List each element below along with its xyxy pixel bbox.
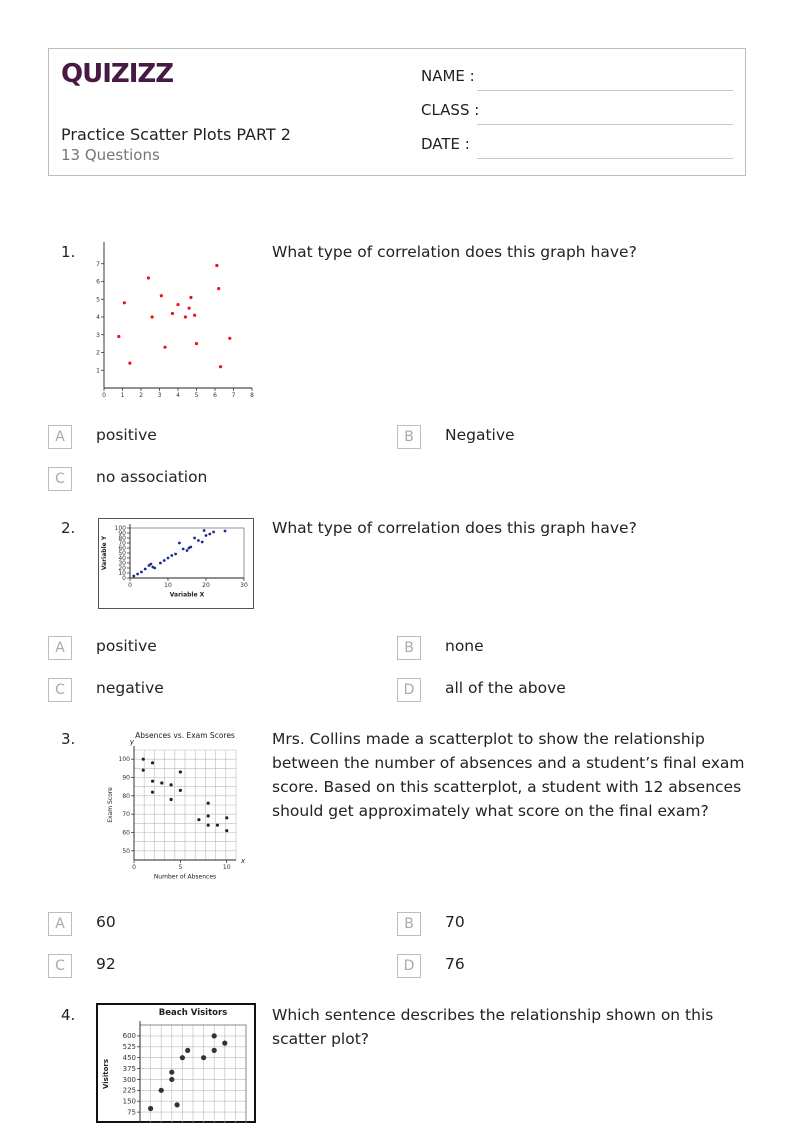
y-tick-label: 60 [122, 829, 130, 837]
option-text: 92 [96, 955, 116, 973]
data-point [182, 548, 185, 551]
y-tick-label: 150 [122, 1097, 136, 1106]
x-axis-name: x [241, 857, 246, 865]
x-tick-label: 1 [120, 392, 125, 399]
data-point [169, 1077, 174, 1082]
option-text: negative [96, 679, 164, 697]
data-point [151, 315, 154, 318]
data-point [212, 531, 215, 534]
y-tick-label: 3 [96, 331, 100, 339]
data-point [167, 557, 170, 560]
option-text: 60 [96, 913, 116, 931]
data-point [217, 287, 220, 290]
x-tick-label: 10 [222, 864, 231, 871]
option-text: positive [96, 637, 157, 655]
question-3-graph [104, 730, 254, 888]
y-tick-label: 50 [118, 550, 126, 557]
class-line[interactable] [477, 124, 733, 125]
data-point [128, 362, 131, 365]
question-text: Mrs. Collins made a scatterplot to show the relationship between the number of absences and a student’s final exam score. Based on this scatterplot, a student with 12 absences should get approximately what score on the final exam? [272, 730, 745, 820]
data-point [175, 1102, 180, 1107]
y-tick-label: 450 [122, 1054, 136, 1062]
data-point [193, 537, 196, 540]
question-2-graph [98, 518, 254, 613]
x-tick-label: 5 [194, 392, 199, 399]
data-point [212, 1048, 217, 1053]
y-tick-label: 60 [118, 545, 126, 552]
data-point [144, 568, 147, 571]
date-line[interactable] [477, 158, 733, 159]
data-point [201, 1055, 206, 1060]
data-point [117, 335, 120, 338]
option-letter: D [397, 678, 421, 702]
y-tick-label: 375 [122, 1064, 136, 1073]
x-tick-label: 4 [176, 392, 180, 399]
data-point [136, 573, 139, 576]
data-point [170, 554, 173, 557]
question-number: 3. [61, 730, 76, 748]
scatter-chart-1 [94, 238, 260, 402]
y-tick-label: 90 [118, 530, 126, 537]
data-point [151, 780, 154, 783]
data-point [197, 539, 200, 542]
question-number: 4. [61, 1006, 76, 1024]
x-tick-label: 3 [157, 392, 162, 399]
x-tick-label: 0 [128, 582, 132, 589]
data-point [151, 761, 154, 764]
data-point [203, 529, 206, 532]
data-point [148, 1106, 153, 1111]
data-point [151, 791, 154, 794]
data-point [160, 294, 163, 297]
y-axis-label: Variable Y [101, 535, 108, 571]
x-tick-label: 30 [240, 582, 248, 589]
data-point [189, 546, 192, 549]
data-point [215, 264, 218, 267]
x-tick-label: 10 [164, 582, 172, 589]
question-text: Which sentence describes the relationship shown on this scatter plot? [272, 1006, 714, 1048]
data-point [185, 1048, 190, 1053]
data-point [207, 814, 210, 817]
x-tick-label: 6 [213, 392, 217, 399]
data-point [179, 770, 182, 773]
y-tick-label: 30 [118, 560, 126, 567]
y-tick-label: 5 [96, 296, 100, 304]
question-4-graph [96, 1003, 256, 1123]
data-point [208, 533, 211, 536]
option-text: Negative [445, 426, 515, 444]
data-point [163, 346, 166, 349]
option-letter: A [48, 425, 72, 449]
data-point [193, 314, 196, 317]
data-point [205, 534, 208, 537]
data-point [142, 758, 145, 761]
y-axis-label: Visitors [102, 1058, 110, 1090]
data-point [169, 1070, 174, 1075]
data-point [180, 1055, 185, 1060]
data-point [140, 571, 143, 574]
option-letter: A [48, 912, 72, 936]
chart-title: Beach Visitors [158, 1008, 228, 1018]
y-tick-label: 100 [118, 756, 130, 764]
data-point [207, 802, 210, 805]
y-tick-label: 525 [122, 1043, 136, 1052]
data-point [225, 829, 228, 832]
data-point [228, 337, 231, 340]
data-point [216, 824, 219, 827]
data-point [163, 559, 166, 562]
option-text: none [445, 637, 484, 655]
data-point [171, 312, 174, 315]
option-text: positive [96, 426, 157, 444]
data-point [184, 315, 187, 318]
y-tick-label: 70 [122, 811, 130, 819]
data-point [150, 563, 153, 566]
data-point [169, 783, 172, 786]
y-tick-label: 0 [122, 575, 126, 582]
y-tick-label: 1 [96, 367, 100, 375]
data-point [123, 301, 126, 304]
y-tick-label: 90 [122, 774, 130, 782]
data-point [197, 818, 200, 821]
data-point [225, 816, 228, 819]
data-point [219, 365, 222, 368]
data-point [201, 541, 204, 544]
question-text: What type of correlation does this graph have? [272, 243, 637, 261]
data-point [176, 303, 179, 306]
option-text: 76 [445, 955, 465, 973]
y-tick-label: 80 [122, 792, 130, 800]
y-tick-label: 600 [122, 1032, 136, 1041]
data-point [160, 781, 163, 784]
name-field[interactable] [421, 67, 733, 91]
y-tick-label: 2 [96, 349, 100, 357]
class-field[interactable] [421, 101, 733, 125]
y-tick-label: 300 [122, 1075, 136, 1084]
y-tick-label: 10 [118, 570, 126, 577]
quizizz-logo: QUIZIZZ [61, 59, 174, 89]
data-point [224, 530, 227, 533]
x-axis-label: Number of Absences [153, 873, 217, 881]
data-point [178, 542, 181, 545]
data-point [186, 549, 189, 552]
option-letter: D [397, 954, 421, 978]
y-tick-label: 40 [118, 555, 126, 562]
x-tick-label: 2 [139, 392, 143, 399]
option-letter: C [48, 954, 72, 978]
x-tick-label: 5 [178, 864, 183, 871]
option-letter: C [48, 467, 72, 491]
data-point [212, 1033, 217, 1038]
data-point [222, 1041, 227, 1046]
data-point [189, 296, 192, 299]
y-tick-label: 80 [118, 535, 126, 542]
scatter-chart-2 [98, 518, 254, 609]
option-letter: B [397, 636, 421, 660]
worksheet-header [48, 48, 746, 176]
x-tick-label: 8 [250, 392, 254, 399]
y-tick-label: 20 [118, 565, 126, 572]
question-text: What type of correlation does this graph have? [272, 519, 637, 537]
name-line[interactable] [477, 90, 733, 91]
option-letter: B [397, 912, 421, 936]
y-tick-label: 7 [96, 260, 100, 268]
data-point [142, 769, 145, 772]
question-number: 1. [61, 243, 76, 261]
worksheet-title: Practice Scatter Plots PART 2 [61, 125, 291, 144]
data-point [159, 1088, 164, 1093]
date-field[interactable] [421, 135, 733, 159]
option-text: all of the above [445, 679, 566, 697]
question-count: 13 Questions [61, 146, 160, 164]
data-point [179, 789, 182, 792]
y-tick-label: 225 [122, 1086, 136, 1095]
y-tick-label: 75 [127, 1108, 136, 1117]
name-label: NAME : [421, 67, 475, 85]
x-tick-label: 20 [202, 582, 210, 589]
class-label: CLASS : [421, 101, 480, 119]
data-point [159, 562, 162, 565]
x-tick-label: 0 [132, 864, 136, 871]
data-point [174, 553, 177, 556]
scatter-chart-3 [104, 730, 254, 884]
option-text: 70 [445, 913, 465, 931]
y-tick-label: 4 [96, 314, 100, 321]
x-tick-label: 0 [102, 392, 106, 399]
data-point [169, 798, 172, 801]
date-label: DATE : [421, 135, 470, 153]
y-axis-name: y [129, 738, 135, 746]
option-letter: A [48, 636, 72, 660]
data-point [132, 575, 135, 578]
chart-title: Absences vs. Exam Scores [135, 731, 235, 740]
option-text: no association [96, 468, 208, 486]
x-axis-label: Variable X [169, 591, 205, 599]
scatter-chart-4 [96, 1003, 256, 1123]
x-tick-label: 7 [231, 392, 236, 399]
y-tick-label: 70 [118, 540, 126, 547]
y-tick-label: 50 [122, 847, 130, 855]
data-point [153, 567, 156, 570]
data-point [207, 824, 210, 827]
question-1-graph [94, 238, 260, 406]
y-tick-label: 6 [96, 278, 100, 286]
y-axis-label: Exam Score [107, 787, 114, 823]
option-letter: C [48, 678, 72, 702]
option-letter: B [397, 425, 421, 449]
data-point [147, 276, 150, 279]
data-point [195, 342, 198, 345]
question-number: 2. [61, 519, 76, 537]
data-point [188, 307, 191, 310]
y-tick-label: 100 [114, 525, 126, 532]
